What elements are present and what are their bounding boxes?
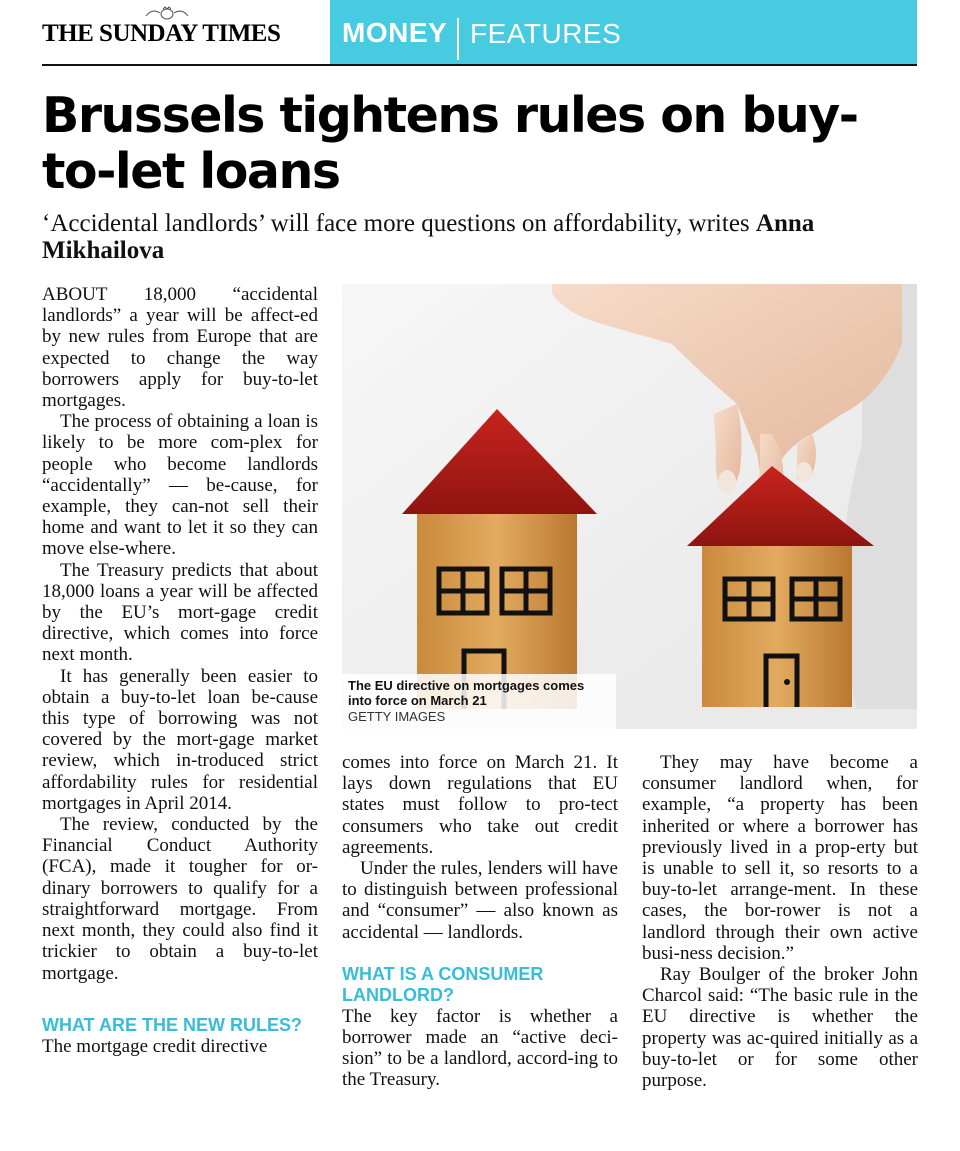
- paragraph: The Treasury predicts that about 18,000 loans a year will be affected by the EU’s mort-gage credit directive, which comes into force next month.: [42, 559, 318, 666]
- paragraph: The review, conducted by the Financial Conduct Authority (FCA), made it tougher for or-dinary borrowers to qualify for a straightforward mortgage. From next month, they could also find it trickier to obtain a buy-to-let mortgage.: [42, 814, 318, 984]
- house-models-illustration: [342, 284, 917, 729]
- paragraph: Under the rules, lenders will have to distinguish between professional and “consumer” — also known as accidental — landlords.: [342, 858, 618, 943]
- section-money-link[interactable]: MONEY: [342, 17, 448, 48]
- photo-credit: GETTY IMAGES: [348, 709, 446, 724]
- section-divider: [457, 18, 459, 60]
- paragraph: The mortgage credit directive: [42, 1035, 268, 1057]
- article-photo: [342, 284, 917, 729]
- newspaper-logo[interactable]: THE SUNDAY TIMES: [42, 20, 281, 47]
- paragraph: The process of obtaining a loan is likely to be more com-plex for people who become landlords “accidentally” — be-cause, for example, they can-not sell their home and want to let it so they can move else-where.: [42, 411, 318, 560]
- paragraph: It has generally been easier to obtain a buy-to-let loan be-cause this type of borrowing was not covered by the mort-gage market review, which in-troduced strict affordability rules for residential mortgages in April 2014.: [42, 665, 318, 814]
- royal-crest-icon: [142, 6, 192, 20]
- paragraph: ABOUT 18,000 “accidental landlords” a year will be affect-ed by new rules from Europe that are expected to change the way borrowers apply for buy-to-let mortgages.: [42, 284, 318, 412]
- paragraph: comes into force on March 21. It lays down regulations that EU states must follow to pro-tect consumers who take out credit agreements.: [342, 752, 618, 858]
- body-column-3: [642, 752, 918, 1091]
- article-standfirst: [42, 210, 922, 264]
- standfirst-text: ‘Accidental landlords’ will face more questions on affordability, writes: [42, 210, 750, 237]
- masthead: [42, 0, 917, 66]
- paragraph: Ray Boulger of the broker John Charcol said: “The basic rule in the EU directive is whether the property was ac-quired initially as a buy-to-let or for some other purpose.: [642, 964, 918, 1092]
- author-name: Anna Mikhailova: [42, 210, 815, 264]
- subheading-consumer-landlord: WHAT IS A CONSUMER LANDLORD?: [342, 963, 544, 1005]
- paragraph: The key factor is whether a borrower made an “active deci-sion” to be a landlord, accord-ing to the Treasury.: [342, 1005, 618, 1091]
- photo-caption: [342, 674, 616, 729]
- paragraph: They may have become a consumer landlord when, for example, “a property has been inherited or where a borrower has previously lived in a prop-erty but is unable to sell it, so resorts to a buy-to-let arrange-ment. In these cases, the bor-rower is not a landlord through their own active busi-ness decision.”: [642, 752, 918, 964]
- subheading-new-rules: WHAT ARE THE NEW RULES?: [42, 1014, 302, 1035]
- section-features-link[interactable]: FEATURES: [470, 18, 622, 49]
- body-column-2: [342, 752, 618, 1091]
- caption-text: The EU directive on mortgages comes into force on March 21: [348, 678, 585, 708]
- article-headline: Brussels tightens rules on buy-to-let loans: [42, 87, 858, 200]
- body-column-1: [42, 284, 318, 1057]
- section-banner: [330, 0, 917, 64]
